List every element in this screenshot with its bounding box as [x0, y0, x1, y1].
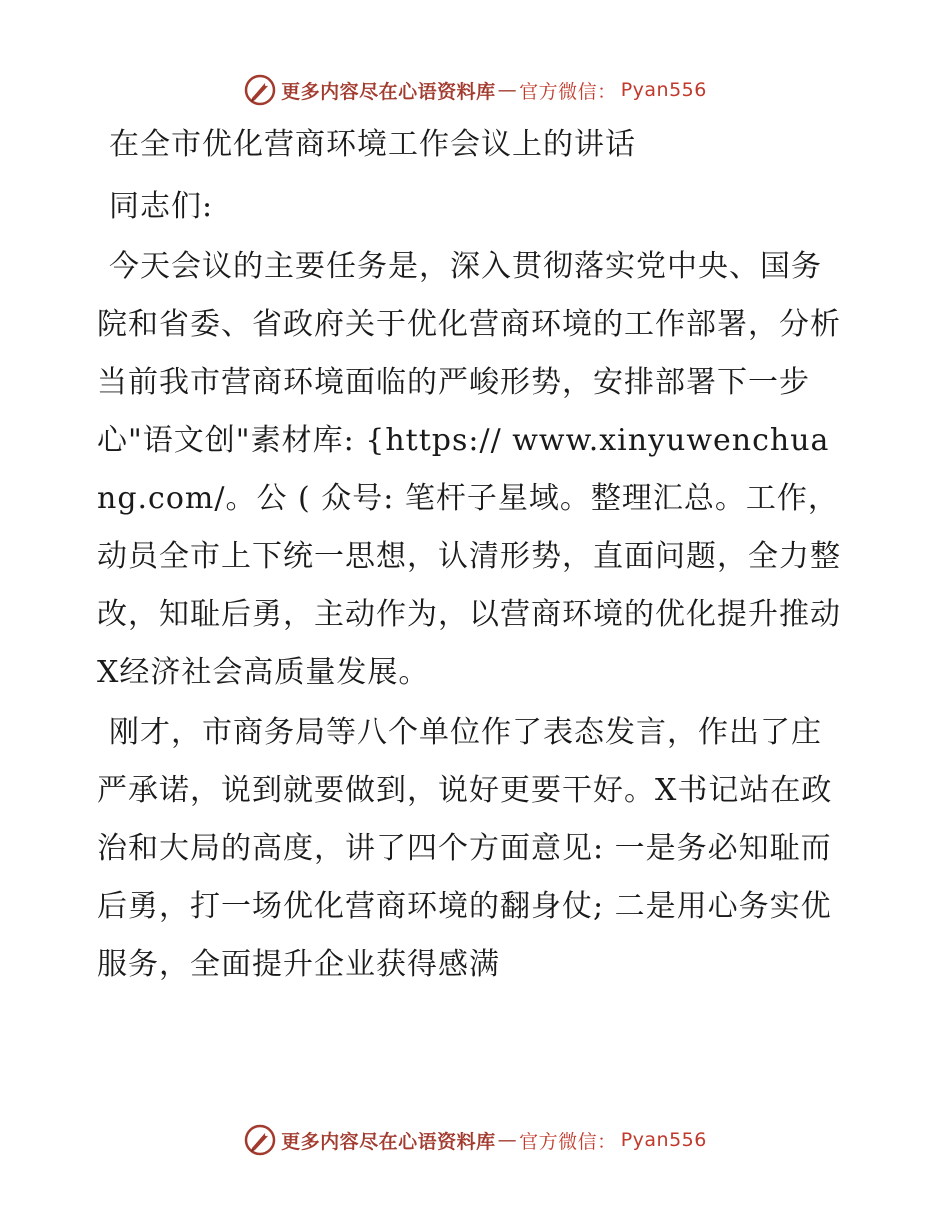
banner-dash: —: [497, 79, 518, 101]
header-banner: [0, 70, 950, 110]
banner-dash: —: [497, 1129, 518, 1151]
banner-wechat-label: 官方微信：: [519, 80, 617, 103]
document-paragraph-1: 今天会议的主要任务是，深入贯彻落实党中央、国务院和省委、省政府关于优化营商环境的工作部署，分析当前我市营商环境面临的严峻形势，安排部署下一步心"语文创"素材库: {https:// www.xinyuwenchuang.com/。公 ( 众号: 笔杆子星域。整理汇总。工作，动员全市上下统一思想，认清形势，直面问题，全力整改，知耻后勇，主动作为，以营商环境的优化提升推动X经济社会高质量发展。: [97, 249, 841, 690]
document-body: [97, 116, 849, 996]
banner-brand-text: 更多内容尽在心语资料库: [281, 1130, 496, 1153]
footer-banner: [0, 1120, 950, 1160]
pen-logo-icon: [243, 1123, 277, 1157]
document-salutation: 同志们:: [109, 189, 214, 224]
banner-wechat-label: 官方微信：: [519, 1130, 617, 1153]
banner-wechat-id: Pyan556: [620, 1129, 707, 1151]
banner-brand-text: 更多内容尽在心语资料库: [281, 80, 496, 103]
document-title: 在全市优化营商环境工作会议上的讲话: [109, 127, 636, 162]
pen-logo-icon: [243, 73, 277, 107]
banner-wechat-id: Pyan556: [620, 79, 707, 101]
document-paragraph-2: 刚才，市商务局等八个单位作了表态发言，作出了庄严承诺，说到就要做到，说好更要干好。X书记站在政治和大局的高度，讲了四个方面意见: 一是务必知耻而后勇，打一场优化营商环境的翻身仗; 二是用心务实优服务，全面提升企业获得感满: [97, 715, 833, 982]
